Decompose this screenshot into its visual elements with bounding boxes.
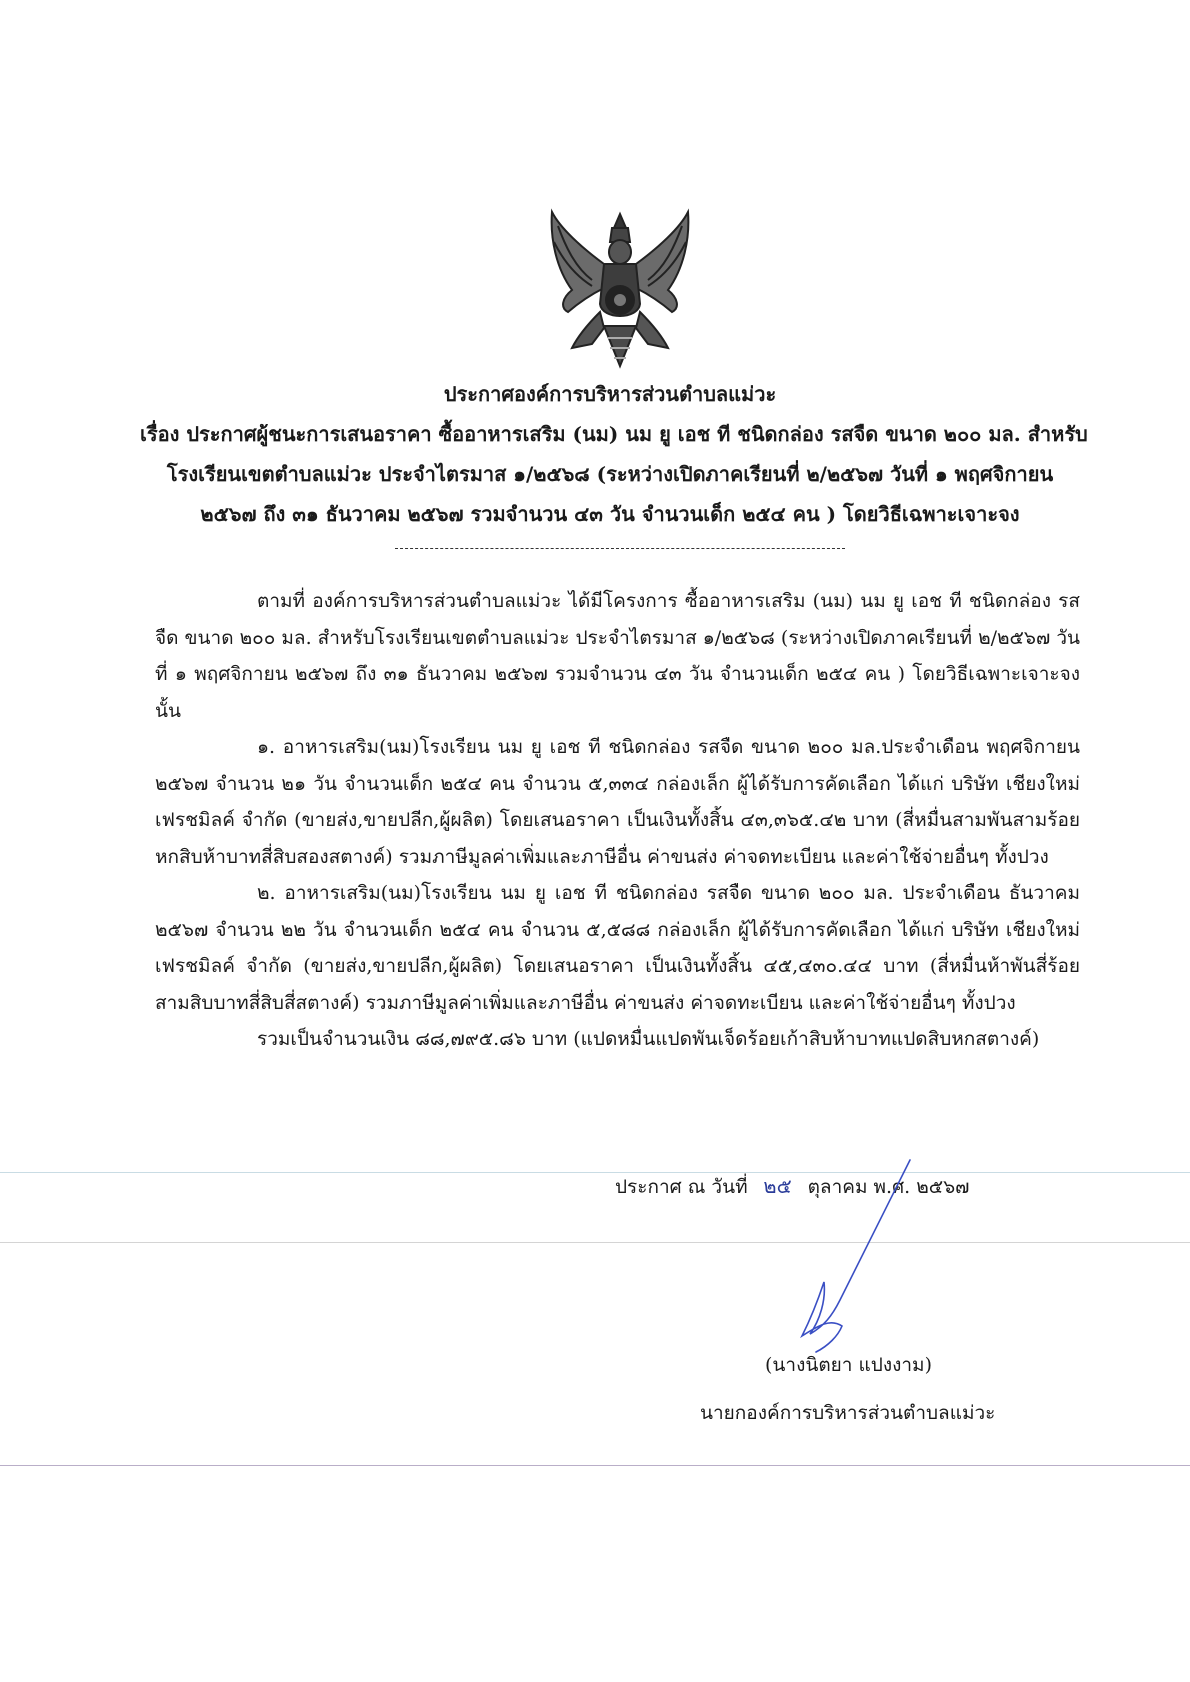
garuda-emblem-icon	[542, 208, 698, 370]
signature-icon	[780, 1150, 940, 1360]
scan-artifact-line	[0, 1172, 1190, 1173]
title-divider	[395, 548, 845, 549]
subject-line-3: ๒๕๖๗ ถึง ๓๑ ธันวาคม ๒๕๖๗ รวมจำนวน ๔๓ วัน จำนวนเด็ก ๒๕๔ คน ) โดยวิธีเฉพาะเจาะจง	[200, 502, 1020, 526]
signer-name: (นางนิตยา แปงงาม)	[765, 1354, 932, 1376]
date-prefix: ประกาศ ณ วันที่	[615, 1176, 748, 1198]
announcement-title-block	[140, 374, 1088, 534]
item-2-paragraph: ๒. อาหารเสริม(นม)โรงเรียน นม ยู เอช ที ชนิดกล่อง รสจืด ขนาด ๒๐๐ มล. ประจำเดือน ธันวาคม ๒๕๖๗ จำนวน ๒๒ วัน จำนวนเด็ก ๒๕๔ คน จำนวน ๕,๕๘๘ กล่องเล็ก ผู้ได้รับการคัดเลือก ได้แก่ บริษัท เชียงใหม่เฟรชมิลค์ จำกัด (ขายส่ง,ขายปลีก,ผู้ผลิต) โดยเสนอราคา เป็นเงินทั้งสิ้น ๔๕,๔๓๐.๔๔ บาท (สี่หมื่นห้าพันสี่ร้อยสามสิบบาทสี่สิบสี่สตางค์) รวมภาษีมูลค่าเพิ่มและภาษีอื่น ค่าขนส่ง ค่าจดทะเบียน และค่าใช้จ่ายอื่นๆ ทั้งปวง	[155, 882, 1080, 1014]
scan-artifact-line	[0, 1242, 1190, 1243]
date-day-handwritten: ๒๕	[763, 1174, 792, 1198]
signer-position: นายกองค์การบริหารส่วนตำบลแม่วะ	[700, 1402, 996, 1424]
item-1-paragraph: ๑. อาหารเสริม(นม)โรงเรียน นม ยู เอช ที ชนิดกล่อง รสจืด ขนาด ๒๐๐ มล.ประจำเดือน พฤศจิกายน ๒๕๖๗ จำนวน ๒๑ วัน จำนวนเด็ก ๒๕๔ คน จำนวน ๕,๓๓๔ กล่องเล็ก ผู้ได้รับการคัดเลือก ได้แก่ บริษัท เชียงใหม่เฟรชมิลค์ จำกัด (ขายส่ง,ขายปลีก,ผู้ผลิต) โดยเสนอราคา เป็นเงินทั้งสิ้น ๔๓,๓๖๕.๔๒ บาท (สี่หมื่นสามพันสามร้อยหกสิบห้าบาทสี่สิบสองสตางค์) รวมภาษีมูลค่าเพิ่มและภาษีอื่น ค่าขนส่ง ค่าจดทะเบียน และค่าใช้จ่ายอื่นๆ ทั้งปวง	[155, 736, 1080, 868]
subject-line-1: เรื่อง ประกาศผู้ชนะการเสนอราคา ซื้ออาหารเสริม (นม) นม ยู เอช ที ชนิดกล่อง รสจืด ขนาด ๒๐๐ มล. สำหรับ	[140, 422, 1088, 446]
total-amount-line: รวมเป็นจำนวนเงิน ๘๘,๗๙๕.๘๖ บาท (แปดหมื่นแปดพันเจ็ดร้อยเก้าสิบห้าบาทแปดสิบหกสตางค์)	[257, 1028, 1040, 1050]
scan-artifact-line	[0, 1465, 1190, 1466]
intro-paragraph: ตามที่ องค์การบริหารส่วนตำบลแม่วะ ได้มีโครงการ ซื้ออาหารเสริม (นม) นม ยู เอช ที ชนิดกล่อง รสจืด ขนาด ๒๐๐ มล. สำหรับโรงเรียนเขตตำบลแม่วะ ประจำไตรมาส ๑/๒๕๖๘ (ระหว่างเปิดภาคเรียนที่ ๒/๒๕๖๗ วันที่ ๑ พฤศจิกายน ๒๕๖๗ ถึง ๓๑ ธันวาคม ๒๕๖๗ รวมจำนวน ๔๓ วัน จำนวนเด็ก ๒๕๔ คน ) โดยวิธีเฉพาะเจาะจง นั้น	[155, 590, 1080, 722]
issuer-heading: ประกาศองค์การบริหารส่วนตำบลแม่วะ	[443, 382, 777, 406]
subject-line-2: โรงเรียนเขตตำบลแม่วะ ประจำไตรมาส ๑/๒๕๖๘ (ระหว่างเปิดภาคเรียนที่ ๒/๒๕๖๗ วันที่ ๑ พฤศจิกายน	[166, 462, 1054, 486]
announcement-body	[155, 583, 1080, 1058]
date-suffix: ตุลาคม พ.ศ. ๒๕๖๗	[807, 1176, 970, 1198]
